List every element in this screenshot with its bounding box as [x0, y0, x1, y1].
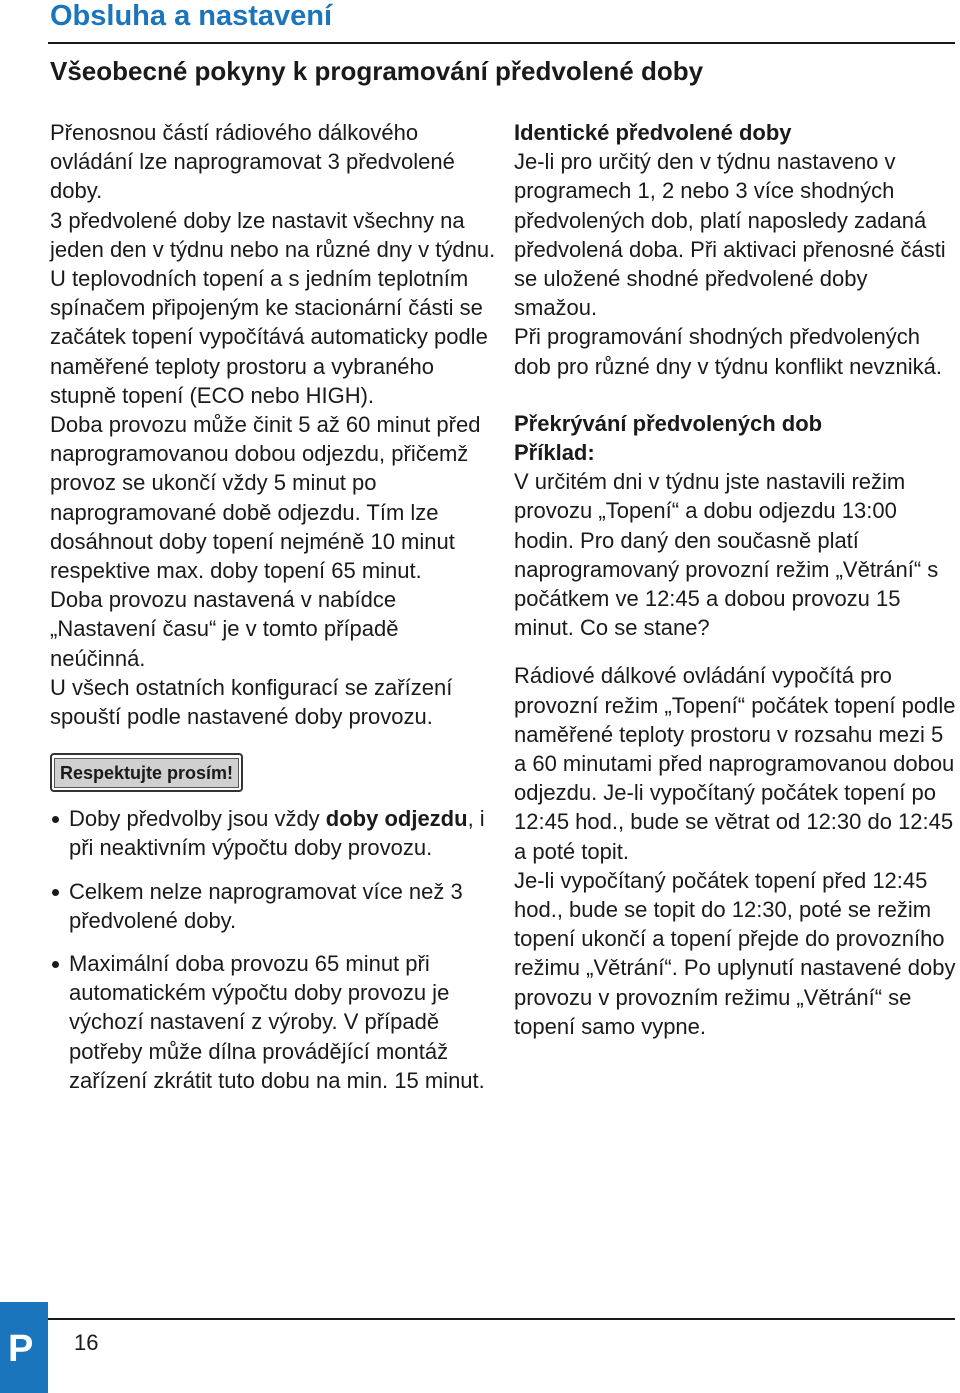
list-item-bold-text: doby odjezdu	[325, 806, 468, 832]
example-heading: Příklad:	[514, 440, 595, 466]
title-divider	[48, 42, 955, 44]
paragraph: V určitém dni v týdnu jste nastavili režim provozu „Topení“ a dobu odjezdu 13:00 hodin. Pro daný den současně platí naprogramovaný provozní režim „Větrání“ s počátkem ve 12:45 a dobou provozu 15 minut. Co se stane?	[514, 469, 939, 641]
paragraph: U teplovodních topení a s jedním teplotním spínačem připojeným ke stacionární části se začátek topení vypočítává automaticky podle naměřené teploty prostoru a vybraného stupně topení (ECO nebo HIGH).	[50, 266, 488, 408]
paragraph: Rádiové dálkové ovládání vypočítá pro provozní režim „Topení“ počátek topení podle naměřené teploty prostoru v rozsahu mezi 5 a 60 minutami před naprogramovanou dobou odjezdu. Je-li vypočítaný počátek topení po 12:45 hod., bude se větrat od 12:30 do 12:45 a poté topit.	[514, 663, 956, 864]
paragraph: Doba provozu nastavená v nabídce „Nastavení času“ je v tomto případě neúčinná.	[50, 587, 399, 671]
list-item-text: , i při neaktivním výpočtu doby provozu.	[69, 806, 485, 861]
list-item	[50, 949, 500, 1095]
spacer	[514, 381, 956, 409]
overlap-heading: Překrývání předvolených dob	[514, 410, 823, 436]
notice-box	[50, 753, 243, 792]
paragraph: Přenosnou částí rádiového dálkového ovládání lze naprogramovat 3 předvolené doby.	[50, 120, 455, 204]
list-item-text: Maximální doba provozu 65 minut při automatickém výpočtu doby provozu je výchozí nastavení z výroby. V případě potřeby může dílna provádějící montáž zařízení zkrátit tuto dobu na min. 15 minut.	[69, 951, 485, 1093]
page-title: Všeobecné pokyny k programování předvolené doby	[50, 56, 704, 86]
page-number: 16	[74, 1330, 99, 1355]
language-tab	[0, 1302, 48, 1393]
paragraph: Při programování shodných předvolených dob pro různé dny v týdnu konflikt nevzniká.	[514, 324, 943, 379]
paragraph: Je-li vypočítaný počátek topení před 12:45 hod., bude se topit do 12:30, poté se režim topení ukončí a topení přejde do provozního režimu „Větrání“. Po uplynutí nastavené doby provozu v provozním režimu „Větrání“ se topení samo vypne.	[514, 867, 956, 1039]
section-title: Obsluha a nastavení	[50, 0, 333, 32]
left-column	[50, 118, 500, 1109]
paragraph: Je-li pro určitý den v týdnu nastaveno v programech 1, 2 nebo 3 více shodných předvolených dob, platí naposledy zadaná předvolená doba. Při aktivaci přenosné části se uložené shodné předvolené doby smažou.	[514, 149, 946, 321]
list-item	[50, 804, 500, 862]
list-item-text: Celkem nelze naprogramovat více než 3 předvolené doby.	[69, 878, 463, 933]
paragraph: 3 předvolené doby lze nastavit všechny na jeden den v týdnu nebo na různé dny v týdnu.	[50, 207, 496, 262]
language-tab-letter: P	[8, 1328, 34, 1370]
identical-times-heading: Identické předvolené doby	[514, 120, 792, 145]
paragraph: U všech ostatních konfigurací se zařízení spouští podle nastavené doby provozu.	[50, 674, 453, 730]
list-item	[50, 877, 500, 935]
notice-label: Respektujte prosím!	[54, 758, 239, 788]
bullet-list	[50, 804, 500, 1095]
right-column	[514, 118, 956, 1041]
paragraph: Doba provozu může činit 5 až 60 minut před naprogramovanou dobou odjezdu, přičemž provoz se ukončí vždy 5 minut po naprogramované době odjezdu. Tím lze dosáhnout doby topení nejméně 10 minut respektive max. doby topení 65 minut.	[50, 412, 481, 584]
spacer	[514, 642, 956, 661]
footer-divider	[48, 1318, 955, 1320]
list-item-text: Doby předvolby jsou vždy	[69, 806, 326, 832]
